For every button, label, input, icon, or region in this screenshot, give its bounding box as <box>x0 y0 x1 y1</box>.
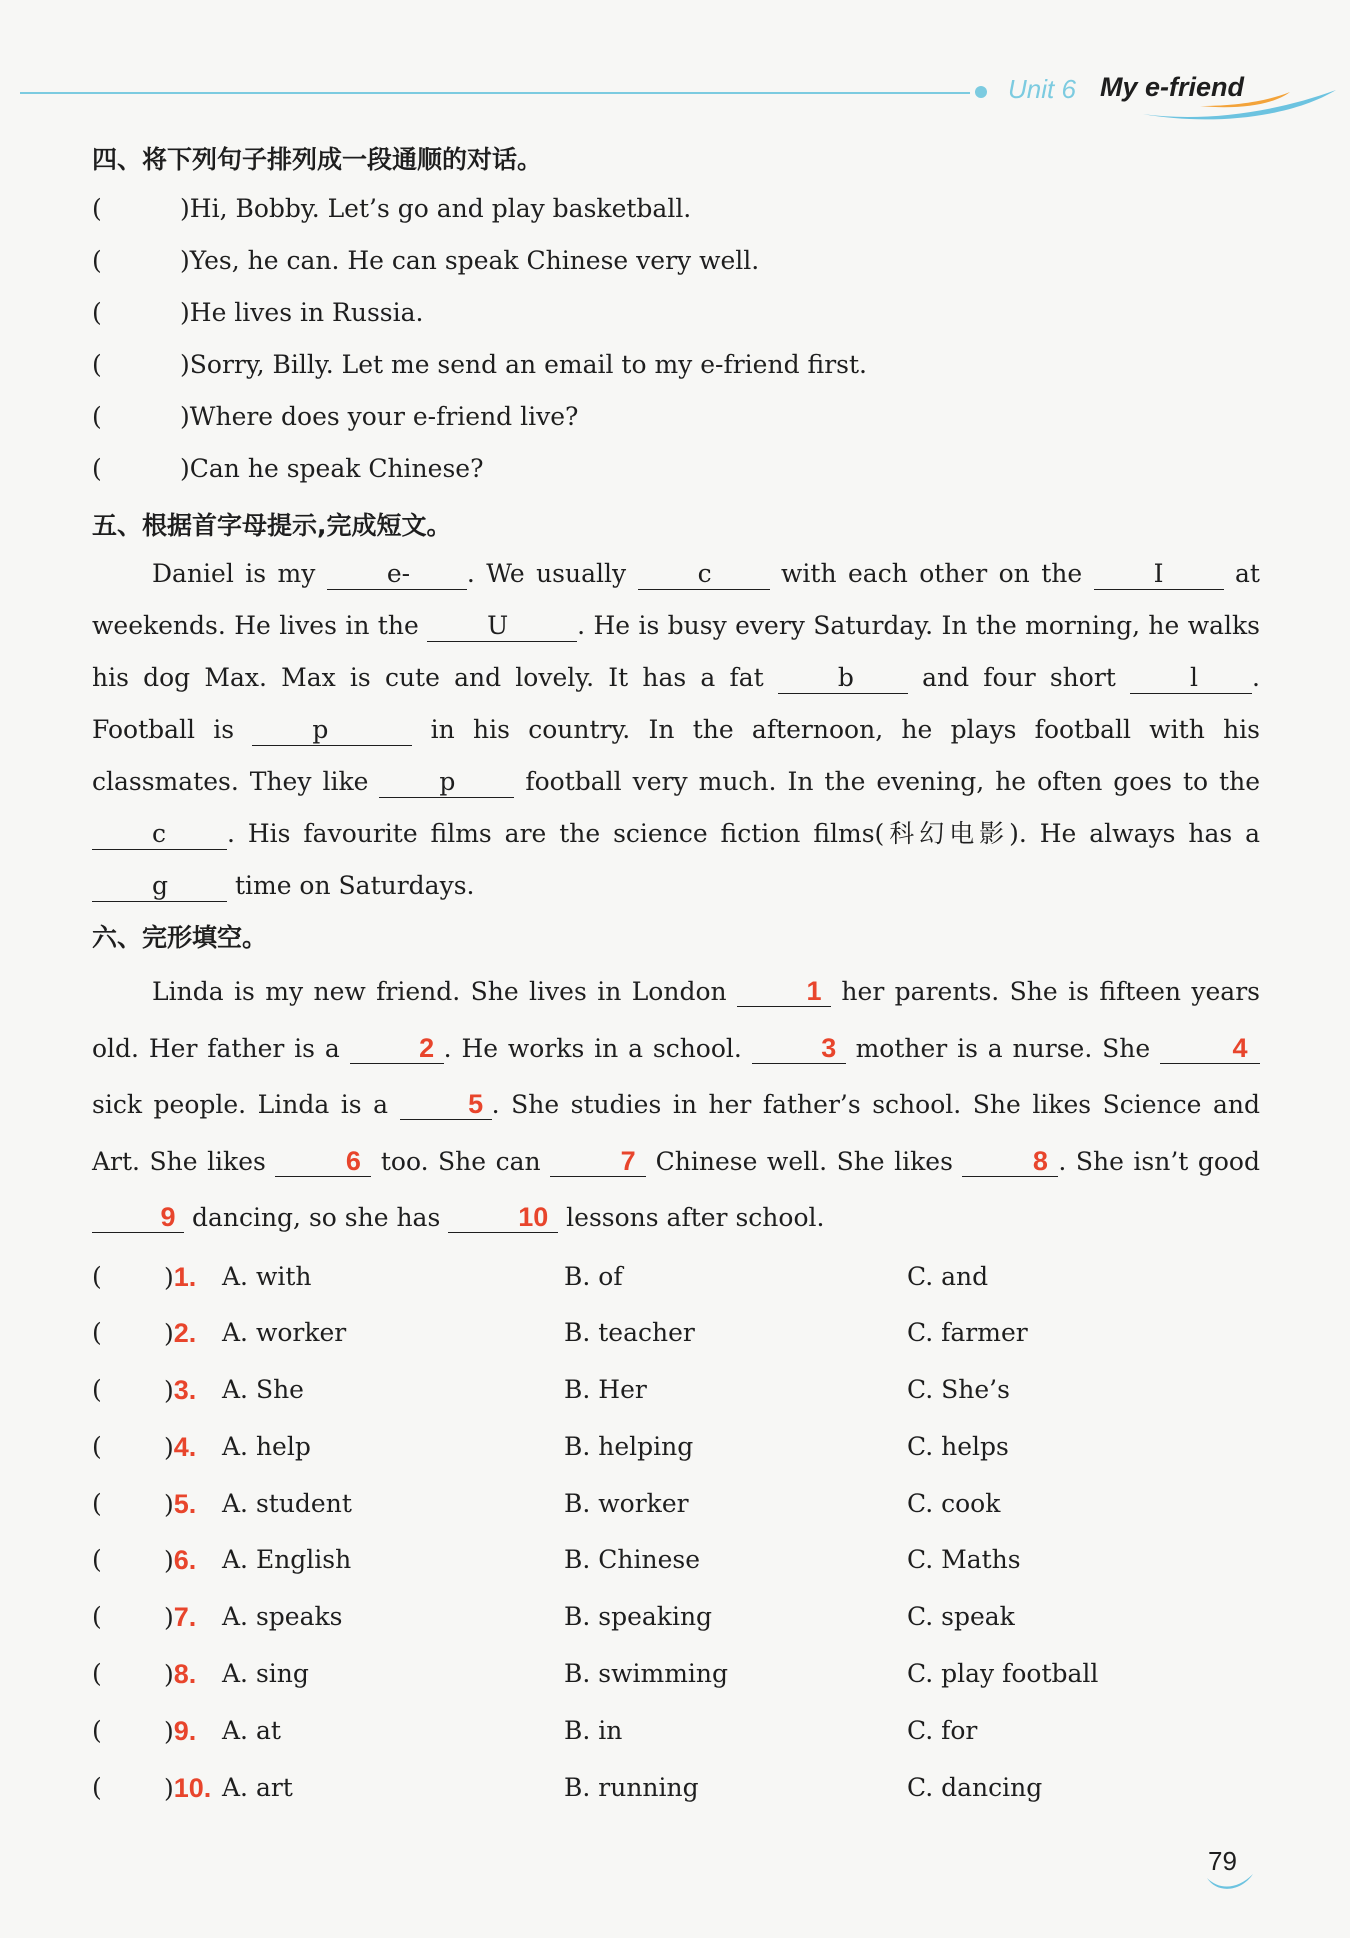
option-a[interactable]: A. speaks <box>222 1602 343 1631</box>
cloze-blank[interactable]: 8 <box>962 1146 1058 1177</box>
cloze-blank[interactable]: 10 <box>448 1202 558 1233</box>
cloze-blank[interactable]: 3 <box>752 1033 846 1064</box>
answer-blank[interactable]: I <box>1094 559 1224 590</box>
answer-blank[interactable]: e- <box>327 559 467 590</box>
option-b[interactable]: B. Chinese <box>564 1545 701 1574</box>
cloze-blank[interactable]: 9 <box>92 1202 184 1233</box>
answer-blank[interactable]: g <box>92 871 227 902</box>
dialogue-line: ( )Yes, he can. He can speak Chinese very well. <box>92 246 760 275</box>
dialogue-line: ( )Hi, Bobby. Let’s go and play basketball. <box>92 194 692 223</box>
option-a[interactable]: A. student <box>222 1489 352 1518</box>
option-b[interactable]: B. worker <box>564 1489 689 1518</box>
cloze-blank[interactable]: 5 <box>400 1089 492 1120</box>
option-b[interactable]: B. helping <box>564 1432 694 1461</box>
option-a[interactable]: A. with <box>222 1262 312 1291</box>
section-4-title: 四、将下列句子排列成一段通顺的对话。 <box>92 145 543 174</box>
option-a[interactable]: A. sing <box>222 1659 309 1688</box>
option-b[interactable]: B. running <box>564 1773 699 1802</box>
option-b[interactable]: B. swimming <box>564 1659 729 1688</box>
cloze-blank[interactable]: 4 <box>1160 1033 1260 1064</box>
option-a[interactable]: A. She <box>222 1375 304 1404</box>
cloze-passage: Linda is my new friend. She lives in London 1 her parents. She is fifteen years old. Her father is a 2 . He works in a school. 3 mother is a nurse. She 4 sick people. Linda is a 5 . She studies in her father’s school. She likes Science and Art. She likes 6 too. She can 7 Chinese well. She likes 8 . She isn’t good 9 dancing, so she has 10 lessons after school. <box>92 976 1260 1232</box>
answer-blank[interactable]: c <box>92 819 227 850</box>
option-b[interactable]: B. of <box>564 1262 623 1291</box>
dialogue-line: ( )Can he speak Chinese? <box>92 454 484 483</box>
option-row: ( )6. A. English B. Chinese C. Maths <box>92 1545 1021 1575</box>
answer-blank[interactable]: b <box>778 663 908 694</box>
option-row: ( )7. A. speaks B. speaking C. speak <box>92 1602 1015 1632</box>
header-rule <box>20 92 970 94</box>
option-c[interactable]: C. speak <box>907 1602 1015 1631</box>
option-b[interactable]: B. teacher <box>564 1318 695 1347</box>
page-number: 79 <box>1208 1846 1237 1876</box>
option-row: ( )5. A. student B. worker C. cook <box>92 1489 1001 1519</box>
option-b[interactable]: B. Her <box>564 1375 647 1404</box>
option-row: ( )9. A. at B. in C. for <box>92 1716 978 1746</box>
option-row: ( )10. A. art B. running C. dancing <box>92 1773 1043 1803</box>
option-c[interactable]: C. for <box>907 1716 978 1745</box>
option-c[interactable]: C. helps <box>907 1432 1009 1461</box>
option-c[interactable]: C. dancing <box>907 1773 1043 1802</box>
option-a[interactable]: A. at <box>222 1716 281 1745</box>
option-a[interactable]: A. worker <box>222 1318 347 1347</box>
option-a[interactable]: A. English <box>222 1545 352 1574</box>
option-row: ( )1. A. with B. of C. and <box>92 1262 989 1292</box>
option-c[interactable]: C. farmer <box>907 1318 1028 1347</box>
dialogue-line: ( )Where does your e-friend live? <box>92 402 579 431</box>
page-swoosh-icon <box>1205 1872 1255 1892</box>
cloze-blank[interactable]: 2 <box>350 1033 444 1064</box>
option-c[interactable]: C. and <box>907 1262 989 1291</box>
option-row: ( )4. A. help B. helping C. helps <box>92 1432 1009 1462</box>
answer-blank[interactable]: U <box>427 611 577 642</box>
header-dot-icon <box>975 86 987 98</box>
passage: Daniel is my e- . We usually c with each other on the I at weekends. He lives in the U . He is busy every Saturday. In the morning, he walks his dog Max. Max is cute and lovely. It has a fat b and four short l . Football is p in his country. In the afternoon, he plays football with his classmates. They like p football very much. In the evening, he often goes to the c . His favourite films are the science fiction films(科幻电影). He always has a g time on Saturdays. <box>92 559 1260 900</box>
option-row: ( )8. A. sing B. swimming C. play football <box>92 1659 1099 1689</box>
answer-blank[interactable]: p <box>252 715 412 746</box>
answer-blank[interactable]: l <box>1130 663 1252 694</box>
option-row: ( )2. A. worker B. teacher C. farmer <box>92 1318 1028 1348</box>
option-b[interactable]: B. speaking <box>564 1602 713 1631</box>
option-b[interactable]: B. in <box>564 1716 623 1745</box>
dialogue-line: ( )Sorry, Billy. Let me send an email to my e-friend first. <box>92 350 867 379</box>
dialogue-line: ( )He lives in Russia. <box>92 298 424 327</box>
option-a[interactable]: A. help <box>222 1432 311 1461</box>
option-a[interactable]: A. art <box>222 1773 293 1802</box>
option-row: ( )3. A. She B. Her C. She’s <box>92 1375 1010 1405</box>
cloze-blank[interactable]: 6 <box>275 1146 371 1177</box>
cloze-blank[interactable]: 7 <box>550 1146 646 1177</box>
section-5-title: 五、根据首字母提示,完成短文。 <box>92 511 452 540</box>
answer-blank[interactable]: c <box>638 559 770 590</box>
option-c[interactable]: C. Maths <box>907 1545 1021 1574</box>
option-c[interactable]: C. She’s <box>907 1375 1010 1404</box>
answer-blank[interactable]: p <box>379 767 514 798</box>
option-c[interactable]: C. cook <box>907 1489 1001 1518</box>
header-unit: Unit 6 <box>1008 74 1076 104</box>
header-title: My e-friend <box>1100 72 1245 102</box>
section-6-title: 六、完形填空。 <box>92 923 268 952</box>
cloze-blank[interactable]: 1 <box>737 976 831 1007</box>
swoosh-icon <box>1140 88 1340 122</box>
option-c[interactable]: C. play football <box>907 1659 1099 1688</box>
